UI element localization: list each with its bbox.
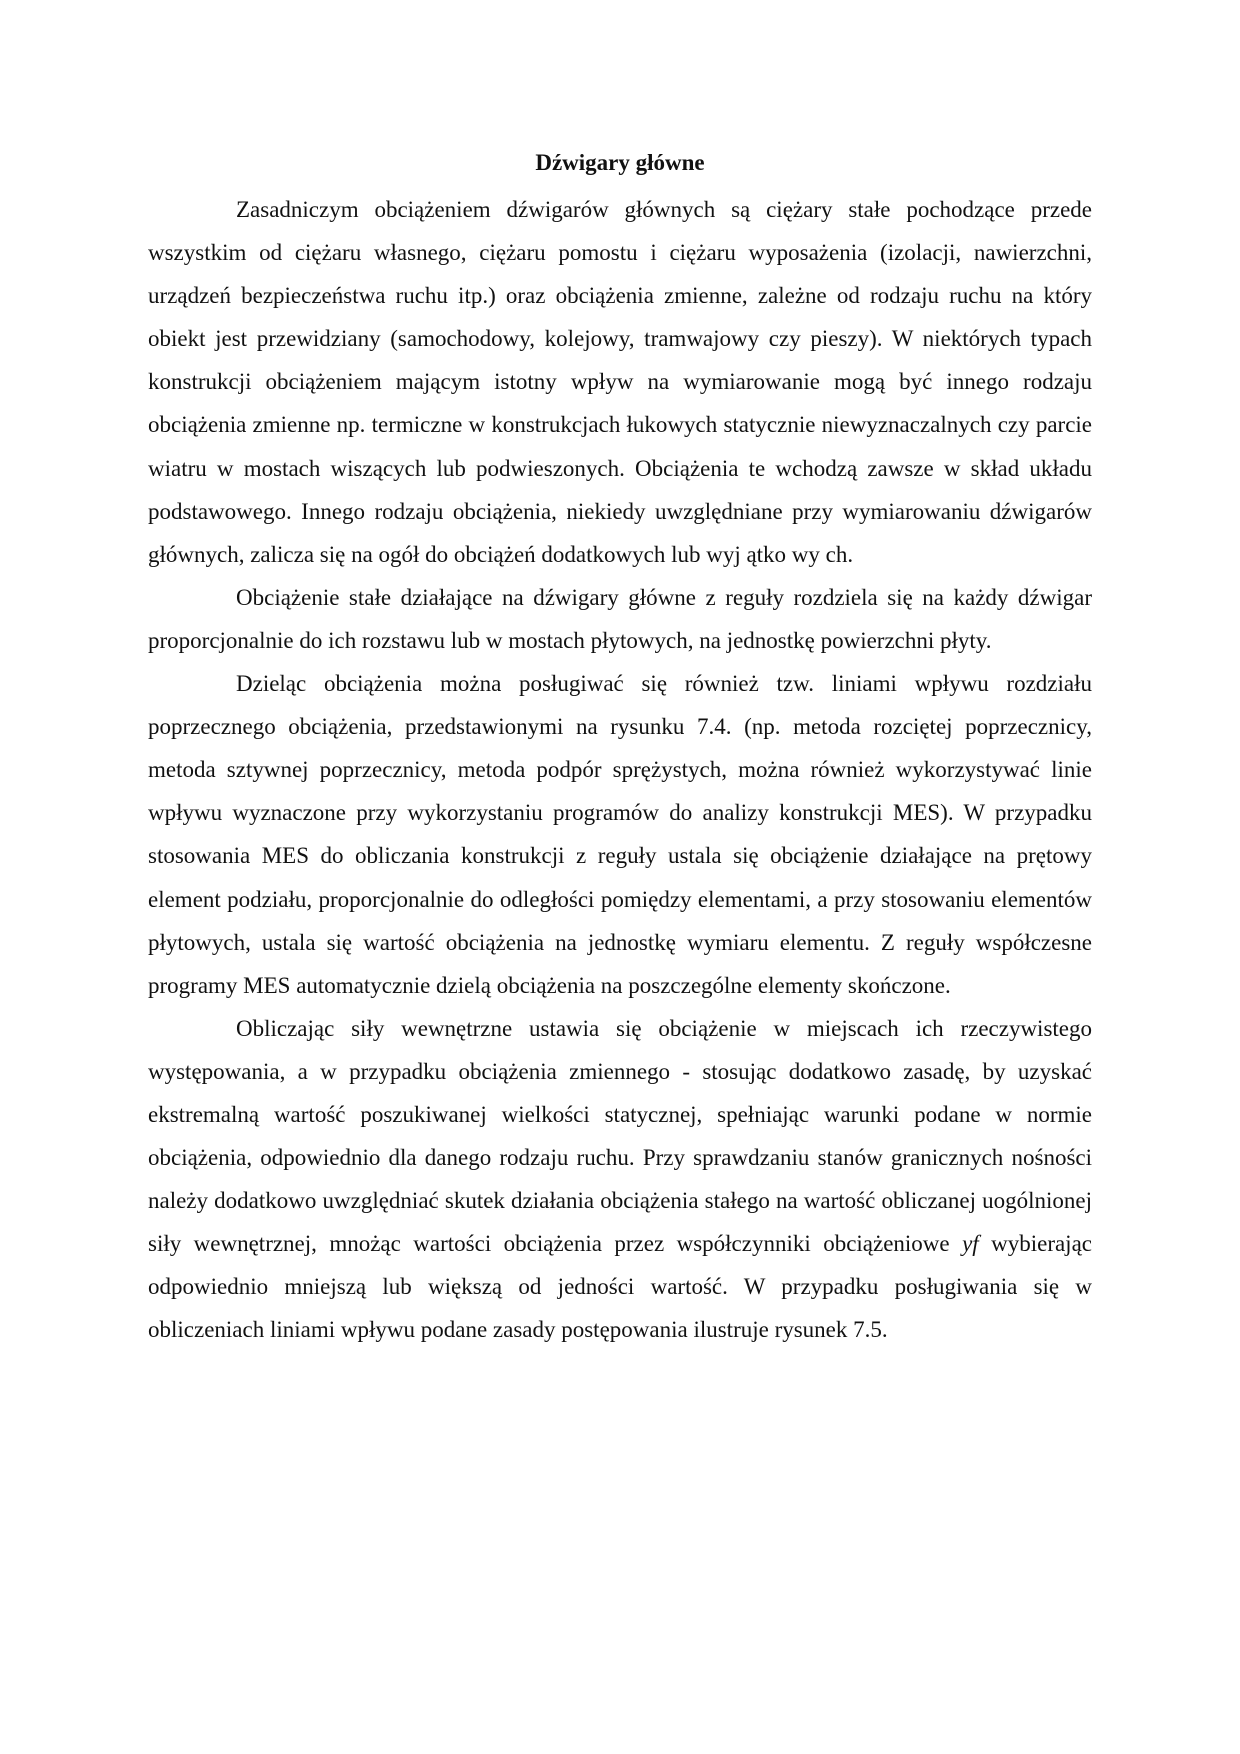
paragraph-4-text-before: Obliczając siły wewnętrzne ustawia się obciążenie w miejscach ich rzeczywistego występowania, a w przypadku obciążenia zmiennego - stosując dodatkowo zasadę, by uzyskać ekstremalną wartość poszukiwanej wielkości statycznej, spełniając warunki podane w normie obciążenia, odpowiednio dla danego rodzaju ruchu. Przy sprawdzaniu stanów granicznych nośności należy dodatkowo uwzględniać skutek działania obciążenia stałego na wartość obliczanej uogólnionej siły wewnętrznej, mnożąc wartości obciążenia przez współczynniki obciążeniowe [148, 1015, 1092, 1257]
paragraph-1: Zasadniczym obciążeniem dźwigarów głównych są ciężary stałe pochodzące przede wszystkim od ciężaru własnego, ciężaru pomostu i ciężaru wyposażenia (izolacji, nawierzchni, urządzeń bezpieczeństwa ruchu itp.) oraz obciążenia zmienne, zależne od rodzaju ruchu na który obiekt jest przewidziany (samochodowy, kolejowy, tramwajowy czy pieszy). W niektórych typach konstrukcji obciążeniem mającym istotny wpływ na wymiarowanie mogą być innego rodzaju obciążenia zmienne np. termiczne w konstrukcjach łukowych statycznie niewyznaczalnych czy parcie wiatru w mostach wiszących lub podwieszonych. Obciążenia te wchodzą zawsze w skład układu podstawowego. Innego rodzaju obciążenia, niekiedy uwzględniane przy wymiarowaniu dźwigarów głównych, zalicza się na ogół do obciążeń dodatkowych lub wyj ątko wy ch. [148, 197, 1092, 567]
paragraph-4 [148, 1007, 1092, 1352]
paragraph-4-text-after: wybierając odpowiednio mniejszą lub większą od jedności wartość. W przypadku posługiwania się w obliczeniach liniami wpływu podane zasady postępowania ilustruje rysunek 7.5. [148, 1231, 1092, 1343]
document-title: Dźwigary główne [535, 150, 705, 175]
paragraph-3: Dzieląc obciążenia można posługiwać się również tzw. liniami wpływu rozdziału poprzecznego obciążenia, przedstawionymi na rysunku 7.4. (np. metoda rozciętej poprzecznicy, metoda sztywnej poprzecznicy, metoda podpór sprężystych, można również wykorzystywać linie wpływu wyznaczone przy wykorzystaniu programów do analizy konstrukcji MES). W przypadku stosowania MES do obliczania konstrukcji z reguły ustala się obciążenie działające na prętowy element podziału, proporcjonalnie do odległości pomiędzy elementami, a przy stosowaniu elementów płytowych, ustala się wartość obciążenia na jednostkę wymiaru elementu. Z reguły współczesne programy MES automatycznie dzielą obciążenia na poszczególne elementy skończone. [148, 671, 1092, 998]
document-body [148, 138, 1092, 1352]
load-factor-symbol: yf [962, 1231, 979, 1257]
paragraph-2: Obciążenie stałe działające na dźwigary główne z reguły rozdziela się na każdy dźwigar proporcjonalnie do ich rozstawu lub w mostach płytowych, na jednostkę powierzchni płyty. [148, 584, 1092, 653]
